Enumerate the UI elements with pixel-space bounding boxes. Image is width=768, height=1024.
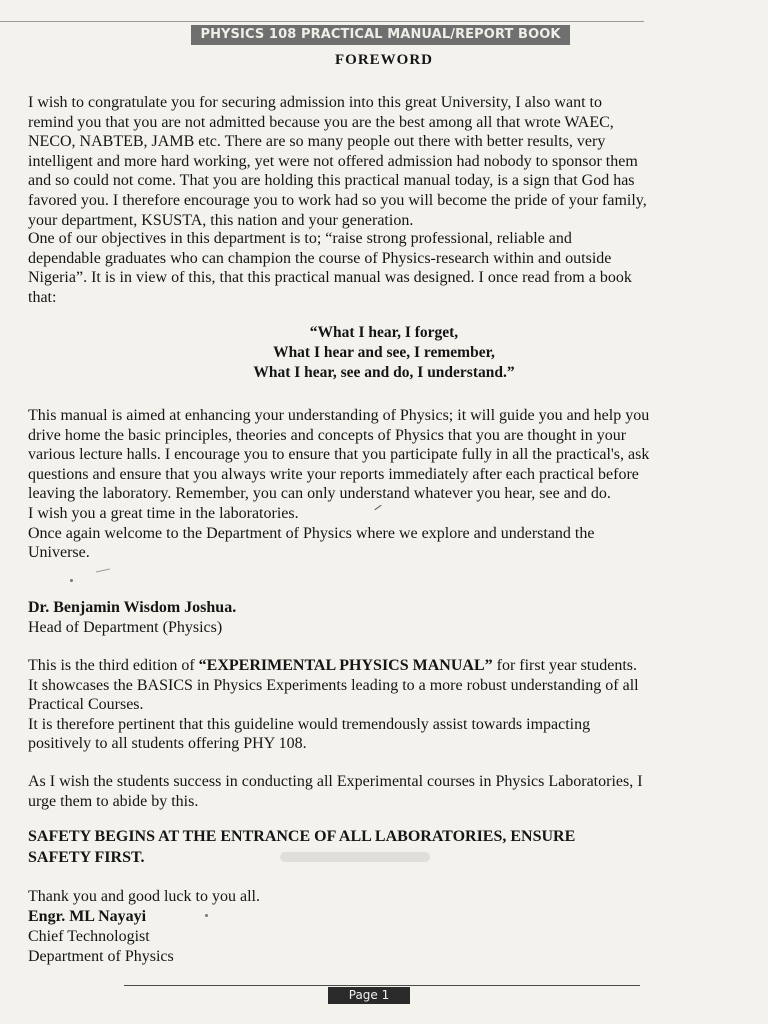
text-line: remind you that you are not admitted because you are the best among all that wrote WAEC, xyxy=(28,113,614,131)
header-rule xyxy=(0,21,644,22)
text-line: Nigeria”. It is in view of this, that this practical manual was designed. I once read from a book xyxy=(28,269,632,287)
text-line: I wish you a great time in the laboratories. xyxy=(28,504,299,522)
text-line: various lecture halls. I encourage you to ensure that you participate fully in all the practical's, ask xyxy=(28,446,650,464)
closing-signature xyxy=(28,887,260,967)
safety-line: SAFETY BEGINS AT THE ENTRANCE OF ALL LABORATORIES, ENSURE xyxy=(28,828,576,845)
text-line: intelligent and more hard working, yet were not offered admission had nobody to sponsor them xyxy=(28,152,638,170)
page-title: FOREWORD xyxy=(335,52,433,68)
quote-block xyxy=(0,323,768,383)
text-line: and so could not come. That you are holding this practical manual today, is a sign that God has xyxy=(28,172,635,190)
wishes-paragraph xyxy=(28,772,740,811)
text-line: This manual is aimed at enhancing your understanding of Physics; it will guide you and help you xyxy=(28,407,650,424)
text-line: One of our objectives in this department is to; “raise strong professional, reliable and xyxy=(28,230,572,247)
safety-line: SAFETY FIRST. xyxy=(28,849,145,866)
quote-line: What I hear, see and do, I understand.” xyxy=(253,364,515,381)
header-band: PHYSICS 108 PRACTICAL MANUAL/REPORT BOOK xyxy=(191,25,570,45)
text-line: As I wish the students success in conducting all Experimental courses in Physics Laboratories, I xyxy=(28,773,643,790)
quote-line: “What I hear, I forget, xyxy=(309,324,459,341)
objectives-paragraph xyxy=(28,229,740,307)
manual-title: “EXPERIMENTAL PHYSICS MANUAL” xyxy=(198,657,493,674)
hod-signature xyxy=(28,598,236,638)
text-line xyxy=(28,656,740,676)
closing-role: Chief Technologist xyxy=(28,928,150,945)
text-line: NECO, NABTEB, JAMB etc. There are so many people out there with better results, very xyxy=(28,133,606,151)
scan-speck xyxy=(205,914,208,917)
text-line: It is therefore pertinent that this guideline would tremendously assist towards impacting xyxy=(28,715,591,733)
text-line: leaving the laboratory. Remember, you can only understand whatever you hear, see and do. xyxy=(28,485,611,503)
text-line: drive home the basic principles, theories and concepts of Physics that you are thought in your xyxy=(28,426,627,444)
hod-name: Dr. Benjamin Wisdom Joshua. xyxy=(28,599,237,616)
scan-smudge xyxy=(280,852,430,862)
text-line: Practical Courses. xyxy=(28,696,144,714)
footer-rule xyxy=(124,985,640,986)
text-line: It showcases the BASICS in Physics Experiments leading to a more robust understanding of all xyxy=(28,676,639,694)
manual-purpose-paragraph xyxy=(28,406,740,563)
text-line: your department, KSUSTA, this nation and your generation. xyxy=(28,211,414,229)
text-line: that: xyxy=(28,288,57,306)
hod-role: Head of Department (Physics) xyxy=(28,619,223,636)
quote-line: What I hear and see, I remember, xyxy=(273,344,495,361)
scan-speck xyxy=(96,569,110,573)
edition-paragraph xyxy=(28,656,740,754)
closing-name: Engr. ML Nayayi xyxy=(28,908,147,925)
text-line: Universe. xyxy=(28,544,90,562)
text-line: urge them to abide by this. xyxy=(28,792,199,810)
text-line: positively to all students offering PHY 108. xyxy=(28,735,307,753)
edition-prefix: This is the third edition of xyxy=(28,657,199,674)
text-line: I wish to congratulate you for securing admission into this great University, I also want to xyxy=(28,94,602,111)
scan-speck xyxy=(70,579,73,582)
closing-thanks: Thank you and good luck to you all. xyxy=(28,888,260,905)
intro-paragraph xyxy=(28,93,740,230)
page-number: Page 1 xyxy=(328,987,410,1004)
text-line: questions and ensure that you always write your reports immediately after each practical before xyxy=(28,465,639,483)
text-line: dependable graduates who can champion the course of Physics-research within and outside xyxy=(28,249,612,267)
text-line: favored you. I therefore encourage you to work had so you will become the pride of your family, xyxy=(28,191,647,209)
closing-department: Department of Physics xyxy=(28,948,174,965)
text-line: Once again welcome to the Department of Physics where we explore and understand the xyxy=(28,524,595,542)
edition-suffix: for first year students. xyxy=(492,657,638,674)
